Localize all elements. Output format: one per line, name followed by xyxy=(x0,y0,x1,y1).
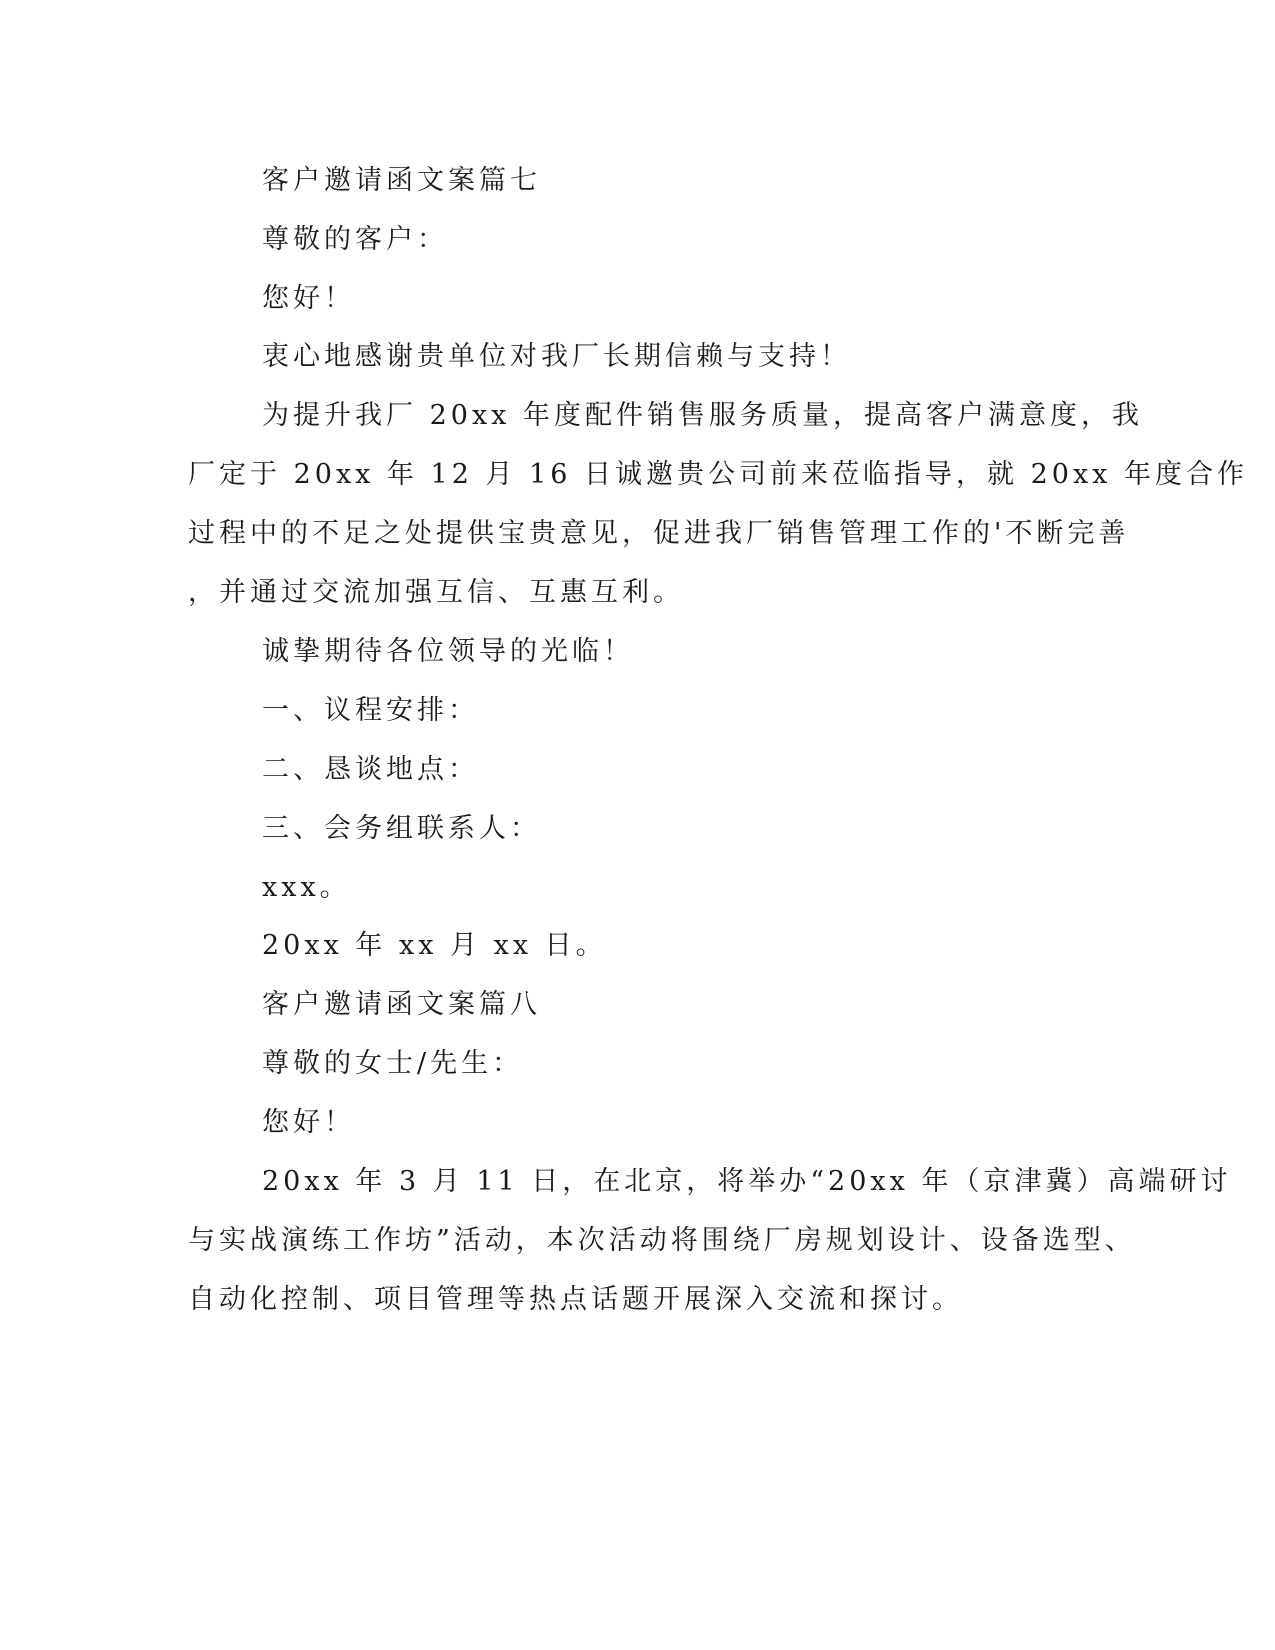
body-paragraph-line: 20xx 年 3 月 11 日，在北京，将举办“20xx 年（京津冀）高端研讨 xyxy=(262,1166,1232,1197)
body-paragraph-line: ，并通过交流加强互信、互惠互利。 xyxy=(188,577,684,608)
section-title: 客户邀请函文案篇八 xyxy=(262,989,541,1020)
signature: xxx。 xyxy=(262,872,351,903)
body-paragraph-line: 厂定于 20xx 年 12 月 16 日诚邀贵公司前来莅临指导，就 20xx 年度合作 xyxy=(188,459,1248,490)
closing-line: 诚挚期待各位领导的光临！ xyxy=(262,636,634,667)
body-paragraph-line: 过程中的不足之处提供宝贵意见，促进我厂销售管理工作的'不断完善 xyxy=(188,518,1130,549)
location-item: 二、恳谈地点： xyxy=(262,754,479,785)
body-paragraph-line: 与实战演练工作坊”活动，本次活动将围绕厂房规划设计、设备选型、 xyxy=(188,1225,1136,1256)
body-paragraph-line: 自动化控制、项目管理等热点话题开展深入交流和探讨。 xyxy=(188,1284,963,1315)
salutation: 尊敬的女士/先生： xyxy=(262,1048,524,1079)
body-paragraph-line: 为提升我厂 20xx 年度配件销售服务质量，提高客户满意度，我 xyxy=(262,400,1143,431)
greeting: 您好！ xyxy=(262,283,355,314)
agenda-item: 一、议程安排： xyxy=(262,695,479,726)
contact-item: 三、会务组联系人： xyxy=(262,813,541,844)
salutation: 尊敬的客户： xyxy=(262,224,448,255)
greeting: 您好！ xyxy=(262,1107,355,1138)
section-title: 客户邀请函文案篇七 xyxy=(262,165,541,196)
thanks-line: 衷心地感谢贵单位对我厂长期信赖与支持！ xyxy=(262,341,851,372)
date-line: 20xx 年 xx 月 xx 日。 xyxy=(262,930,607,961)
